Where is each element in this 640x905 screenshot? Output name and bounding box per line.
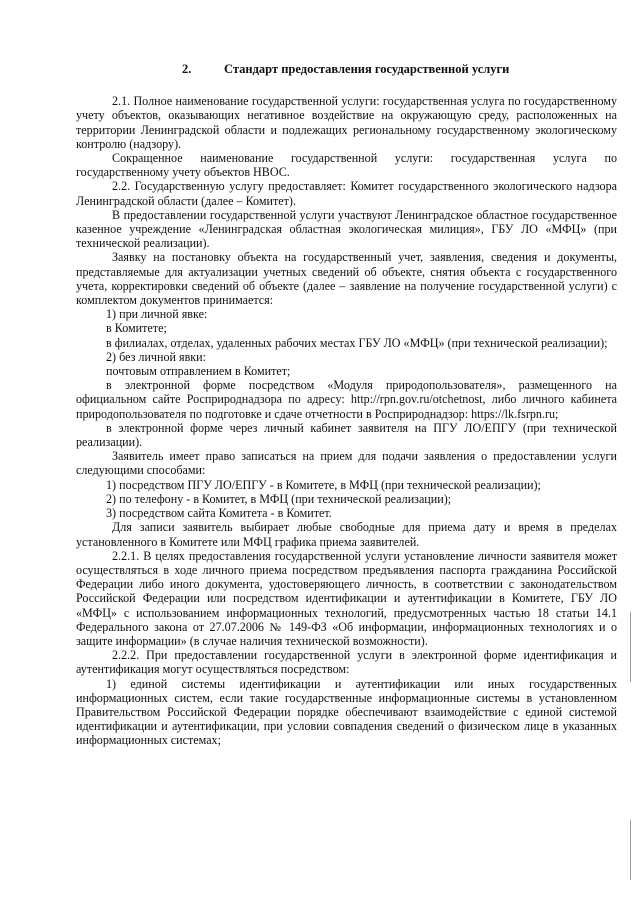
section-heading [76,62,617,76]
paragraph-p15: 2) по телефону - в Комитет, в МФЦ (при технической реализации); [106,491,452,506]
scan-edge-mark [630,820,631,880]
paragraph-p20: 1) единой системы идентификации и аутентификации или иных государственных информационных систем, если такие государственные информационные системы в установленном Правительством Российской Федерации порядке обеспечивают взаимодействие с единой системой идентификации и аутентификации, при условии совпадения сведений о физическом лице в указанных информационных системах; [76,676,617,748]
document-body [76,62,617,748]
paragraph-p1: 2.1. Полное наименование государственной услуги: государственная услуга по государственному учету объектов, оказывающих негативное воздействие на окружающую среду, расположенных на территории Ленинградской области и подлежащих региональному государственному экологическому контролю (надзору). [76,94,617,151]
paragraph-p19: 2.2.2. При предоставлении государственной услуги в электронной форме идентификация и аутентификация могут осуществляться посредством: [76,648,617,677]
paragraph-p9: 2) без личной явки: [106,349,206,364]
paragraph-p8: в филиалах, отделах, удаленных рабочих местах ГБУ ЛО «МФЦ» (при технической реализации); [106,335,608,350]
paragraph-p4: В предоставлении государственной услуги участвуют Ленинградское областное государственное казенное учреждение «Ленинградская областная экологическая милиция», ГБУ ЛО «МФЦ» (при технической реализации). [76,207,617,251]
paragraph-p10: почтовым отправлением в Комитет; [106,364,291,379]
paragraph-p13: Заявитель имеет право записаться на прием для подачи заявления о предоставлении услуги следующими способами: [76,449,617,478]
paragraph-p11: в электронной форме посредством «Модуля природопользователя», размещенного на официальном сайте Росприроднадзора по адресу: http://rpn.gov.ru/otchetnost, либо личного кабинета природопользователя по подготовке и сдаче отчетности в Росприроднадзор: https://lk.fsrpn.ru; [76,378,617,421]
paragraph-p2: Сокращенное наименование государственной услуги: государственная услуга по государственному учету объектов НВОС. [76,151,617,180]
paragraph-p17: Для записи заявитель выбирает любые свободные для приема дату и время в пределах установленного в Комитете или МФЦ графика приема заявителей. [76,520,617,549]
paragraph-list [76,94,617,747]
paragraph-p6: 1) при личной явке: [106,307,208,322]
section-title: Стандарт предоставления государственной услуги [224,62,510,76]
paragraph-p3: 2.2. Государственную услугу предоставляет: Комитет государственного экологического надзора Ленинградской области (далее – Комитет). [76,179,617,208]
paragraph-p16: 3) посредством сайта Комитета - в Комитет. [106,506,332,521]
paragraph-p12: в электронной форме через личный кабинет заявителя на ПГУ ЛО/ЕПГУ (при технической реализации). [76,420,617,450]
paragraph-p5: Заявку на постановку объекта на государственный учет, заявления, сведения и документы, представляемые для актуализации учетных сведений об объекте, снятия объекта с государственного учета, корректировки сведений об объекте (далее – заявление на получение государственной услуги) с комплектом документов принимается: [76,250,617,308]
section-number: 2. [182,62,192,76]
scan-edge-mark [630,612,631,682]
paragraph-p14: 1) посредством ПГУ ЛО/ЕПГУ - в Комитете, в МФЦ (при технической реализации); [106,477,541,492]
paragraph-p18: 2.2.1. В целях предоставления государственной услуги установление личности заявителя может осуществляться в ходе личного приема посредством предъявления паспорта гражданина Российской Федерации либо иного документа, удостоверяющего личность, в соответствии с законодательством Российской Федерации или посредством идентификации и аутентификации в Комитете, ГБУ ЛО «МФЦ» с использованием информационных технологий, предусмотренных частью 18 статьи 14.1 Федерального закона от 27.07.2006 № 149-ФЗ «Об информации, информационных технологиях и о защите информации» (в случае наличия технической возможности). [76,548,617,648]
paragraph-p7: в Комитете; [106,321,167,336]
